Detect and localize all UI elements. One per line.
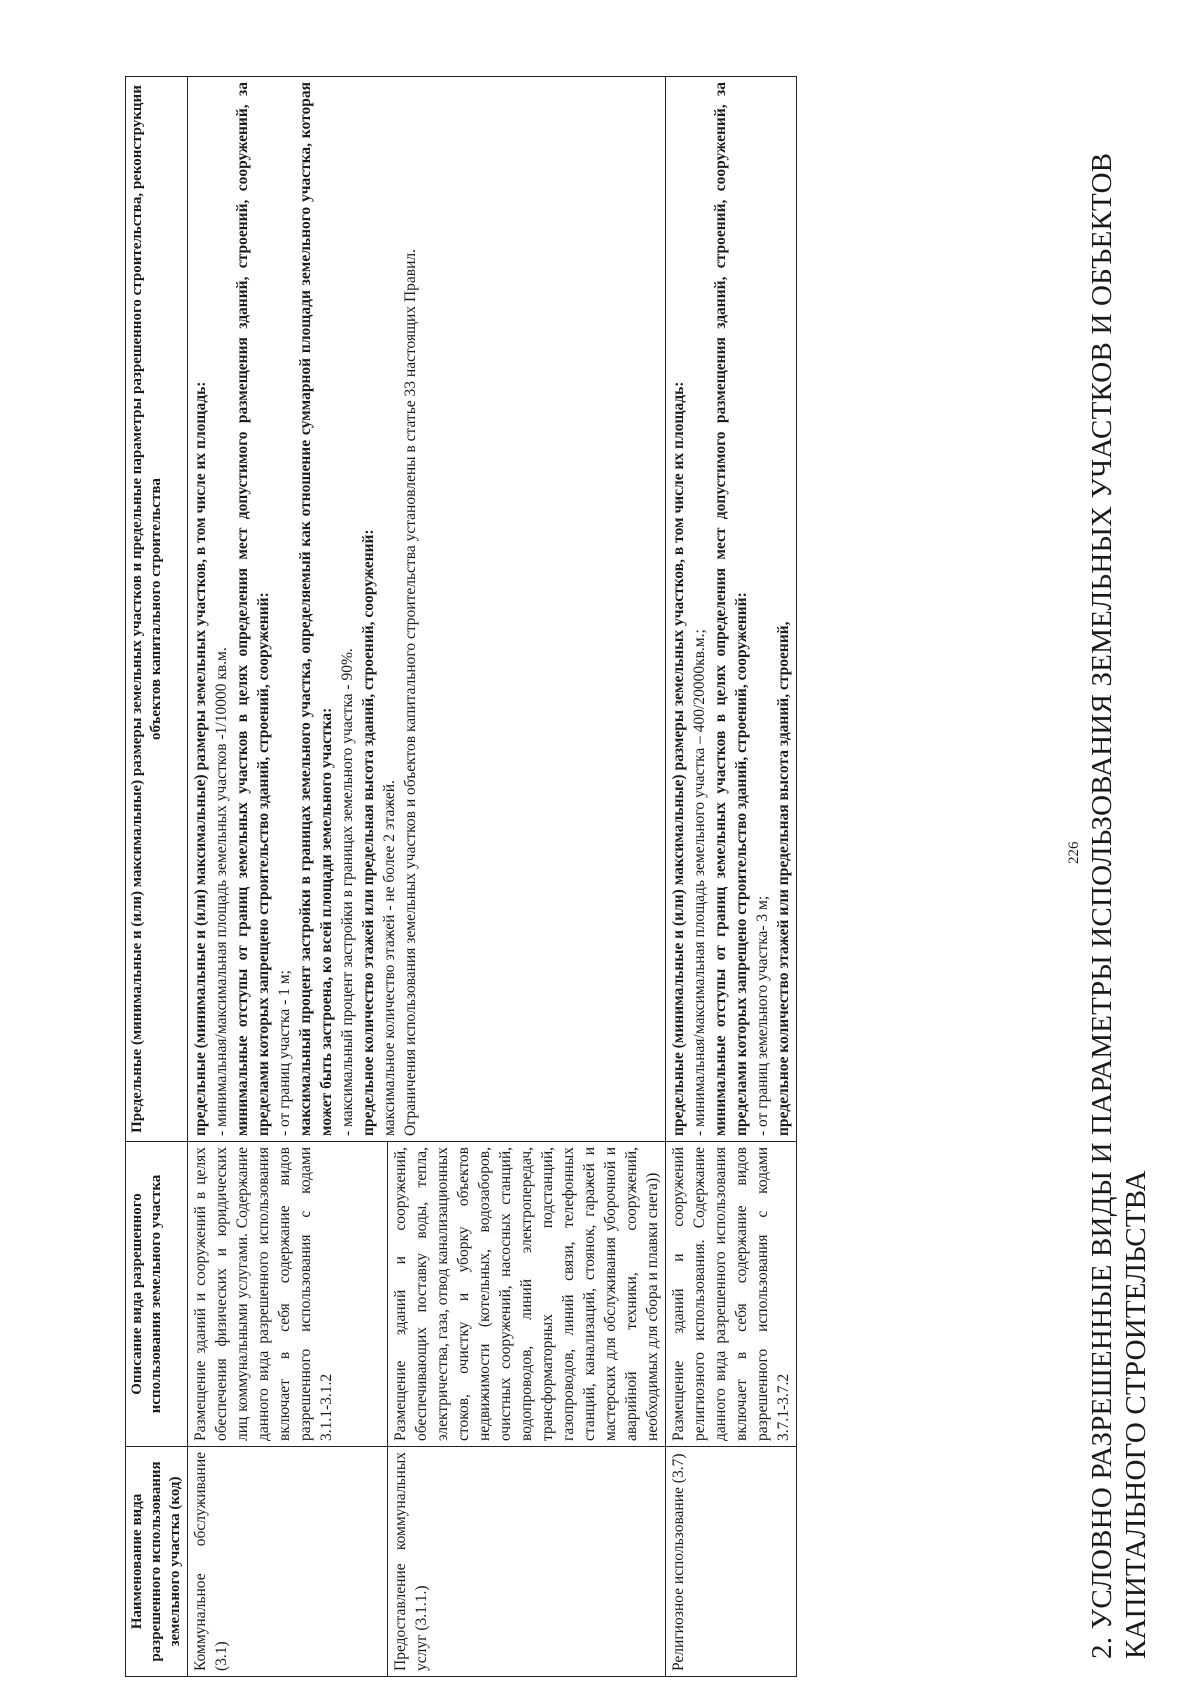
- table-row: [666, 77, 797, 1677]
- parameter-line: предельные (минимальные и (или) максимальные) размеры земельных участков, в том числе их площадь:: [192, 381, 209, 1136]
- header-use-name: Наименование вида разрешенного использования земельного участка (код): [126, 1447, 188, 1677]
- use-name-cell: Предоставление коммунальных услуг (3.1.1.): [388, 1447, 666, 1677]
- use-name-cell: Религиозное использование (3.7): [666, 1447, 797, 1677]
- header-use-description: Описание вида разрешенного использования земельного участка: [126, 1142, 188, 1447]
- regulations-table: [125, 76, 797, 1677]
- parameters-cell: [666, 77, 797, 1142]
- parameter-line: предельное количество этажей или предельная высота зданий, строений,: [775, 621, 792, 1136]
- parameter-line: - от границ участка - 1 м;: [276, 970, 293, 1136]
- parameter-line: предельное количество этажей или предельная высота зданий, строений, сооружений:: [360, 529, 377, 1136]
- use-description-cell: Размещение зданий и сооружений в целях обеспечения физических и юридических лиц коммунальными услугами. Содержание данного вида разрешенного использования включает в себя содержание видов разрешенного использования с кодами 3.1.1-3.1.2: [188, 1142, 388, 1447]
- parameter-line: минимальные отступы от границ земельных участков в целях определения мест допустимого размещения зданий, строений, сооружений, за пределами которых запрещено строительство зданий, строений, сооружений:: [712, 82, 750, 1136]
- parameter-line: максимальный процент застройки в границах земельного участка, определяемый как отношение суммарной площади земельного участка, которая может быть застроена, ко всей площади земельного участка:: [297, 82, 335, 1136]
- parameter-line: - минимальная/максимальная площадь земельного участка – 400/20000кв.м.;: [691, 629, 708, 1136]
- table-row: [188, 77, 388, 1677]
- use-description-cell: Размещение зданий и сооружений, обеспечивающих поставку воды, тепла, электричества, газа, отвод канализационных стоков, очистку и уборку объектов недвижимости (котельных, водозаборов, очистных сооружений, насосных станций, водопроводов, линий электропередач, трансформаторных подстанций, газопроводов, линий связи, телефонных станций, канализаций, стоянок, гаражей и мастерских для обслуживания уборочной и аварийной техники, сооружений, необходимых для сбора и плавки снега)): [388, 1142, 666, 1447]
- parameter-line: минимальные отступы от границ земельных участков в целях определения мест допустимого размещения зданий, строений, сооружений, за пределами которых запрещено строительство зданий, строений, сооружений:: [234, 82, 272, 1136]
- parameter-line: - максимальный процент застройки в границах земельного участка - 90%.: [339, 648, 356, 1136]
- use-description-cell: Размещение зданий и сооружений религиозного использования. Содержание данного вида разрешенного использования включает в себя содержание видов разрешенного использования с кодами 3.7.1-3.7.2: [666, 1142, 797, 1447]
- parameter-line: максимальное количество этажей - не более 2 этажей.: [381, 780, 398, 1136]
- parameter-line: - минимальная/максимальная площадь земельных участков -1/10000 кв.м.: [213, 647, 230, 1136]
- parameters-cell: [188, 77, 666, 1142]
- table-header-row: [126, 77, 188, 1677]
- use-name-cell: Коммунальное обслуживание (3.1): [188, 1447, 388, 1677]
- parameter-line: предельные (минимальные и (или) максимальные) размеры земельных участков, в том числе их площадь:: [670, 381, 687, 1136]
- parameter-line: Ограничения использования земельных участков и объектов капитального строительства установлены в статье 33 настоящих Правил.: [402, 248, 419, 1136]
- header-parameters: Предельные (минимальные и (или) максимальные) размеры земельных участков и предельные параметры разрешенного строительства, реконструкции объектов капитального строительства: [126, 77, 188, 1142]
- page-number: 226: [1066, 841, 1082, 864]
- parameter-line: - от границ земельного участка- 3 м;: [754, 895, 771, 1136]
- page-title: 2. УСЛОВНО РАЗРЕШЕННЫЕ ВИДЫ И ПАРАМЕТРЫ ИСПОЛЬЗОВАНИЯ ЗЕМЕЛЬНЫХ УЧАСТКОВ И ОБЪЕКТОВ КАПИТАЛЬНОГО СТРОИТЕЛЬСТВА: [1086, 152, 1152, 1659]
